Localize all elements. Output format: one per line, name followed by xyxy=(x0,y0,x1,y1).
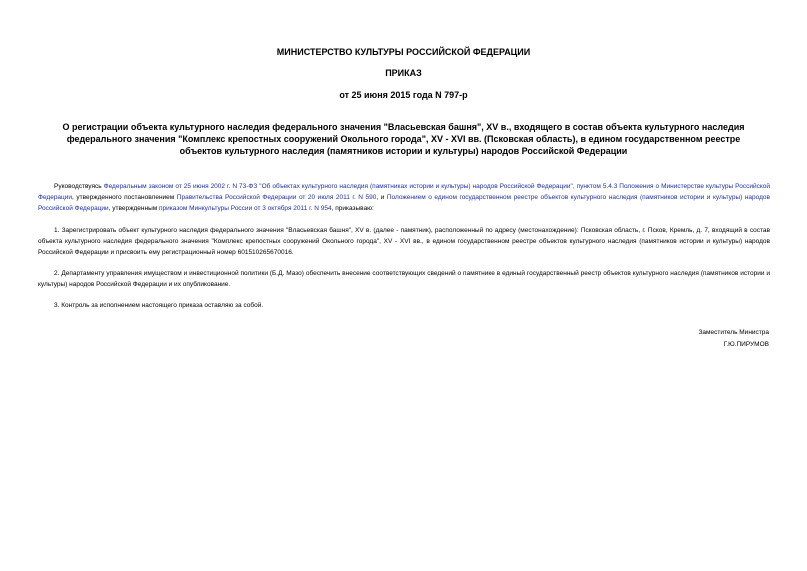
preamble-text-4: , утвержденным xyxy=(108,205,160,212)
government-decree-link[interactable]: Правительства Российской Федерации от 20 июля 2011 г. N 590 xyxy=(176,194,377,201)
order-item-1: 1. Зарегистрировать объект культурного наследия федерального значения "Власьевская башня", XV в. (далее - памятник), расположенный по адресу (местонахождение): Псковская область, г. Псков, Кремль, д. 7, входящий в состав объекта культурного наследия федерального значения "Комплекс крепостных сооружений Окольного города", XV - XVI вв., в едином государственном реестре объектов культурного наследия (памятников истории и культуры) народов Российской Федерации и присвоить ему регистрационный номер 601510265670016. xyxy=(38,227,770,256)
order-item-3: 3. Контроль за исполнением настоящего приказа оставляю за собой. xyxy=(54,302,264,309)
registry-regulation-link[interactable]: Положением о едином государственном реестре объектов культурного наследия (памятников истории и культуры) народов Российской Федерации xyxy=(38,194,770,212)
federal-law-link[interactable]: Федеральным законом от 25 июня 2002 г. N 73-ФЗ "Об объектах культурного наследия (памятниках истории и культуры) народов Российской Федерации", пунктом 5.4.3 Положения о Министерстве культуры Российской Федерации xyxy=(38,183,770,201)
document-subject-title: О регистрации объекта культурного наследия федерального значения "Власьевская башня", XV в., входящего в состав объекта культурного наследия федерального значения "Комплекс крепостных сооружений Окольного города", XV - XVI вв. (Псковская область), в едином государственном реестре объектов культурного наследия (памятников истории и культуры) народов Российской Федерации xyxy=(62,122,745,156)
signatory-name: Г.Ю.ПИРУМОВ xyxy=(723,341,769,348)
preamble-text-1: Руководствуясь xyxy=(54,183,104,190)
ministry-heading: МИНИСТЕРСТВО КУЛЬТУРЫ РОССИЙСКОЙ ФЕДЕРАЦИИ xyxy=(276,47,531,57)
document-date-number: от 25 июня 2015 года N 797-р xyxy=(339,90,468,100)
preamble-text-5: , приказываю: xyxy=(331,205,374,212)
preamble-text-2: , утвержденного постановлением xyxy=(72,194,177,201)
order-item-2: 2. Департаменту управления имуществом и инвестиционной политики (Б.Д. Мазо) обеспечить внесение соответствующих сведений о памятнике в единый государственный реестр объектов культурного наследия (памятников истории и культуры) народов Российской Федерации и их опубликование. xyxy=(38,270,770,288)
ministry-order-link[interactable]: приказом Минкультуры России от 3 октября 2011 г. N 954 xyxy=(159,205,332,212)
signatory-title: Заместитель Министра xyxy=(698,329,769,336)
preamble-text-3: , и xyxy=(376,194,387,201)
preamble-paragraph xyxy=(38,181,770,214)
document-type-heading: ПРИКАЗ xyxy=(385,68,422,78)
